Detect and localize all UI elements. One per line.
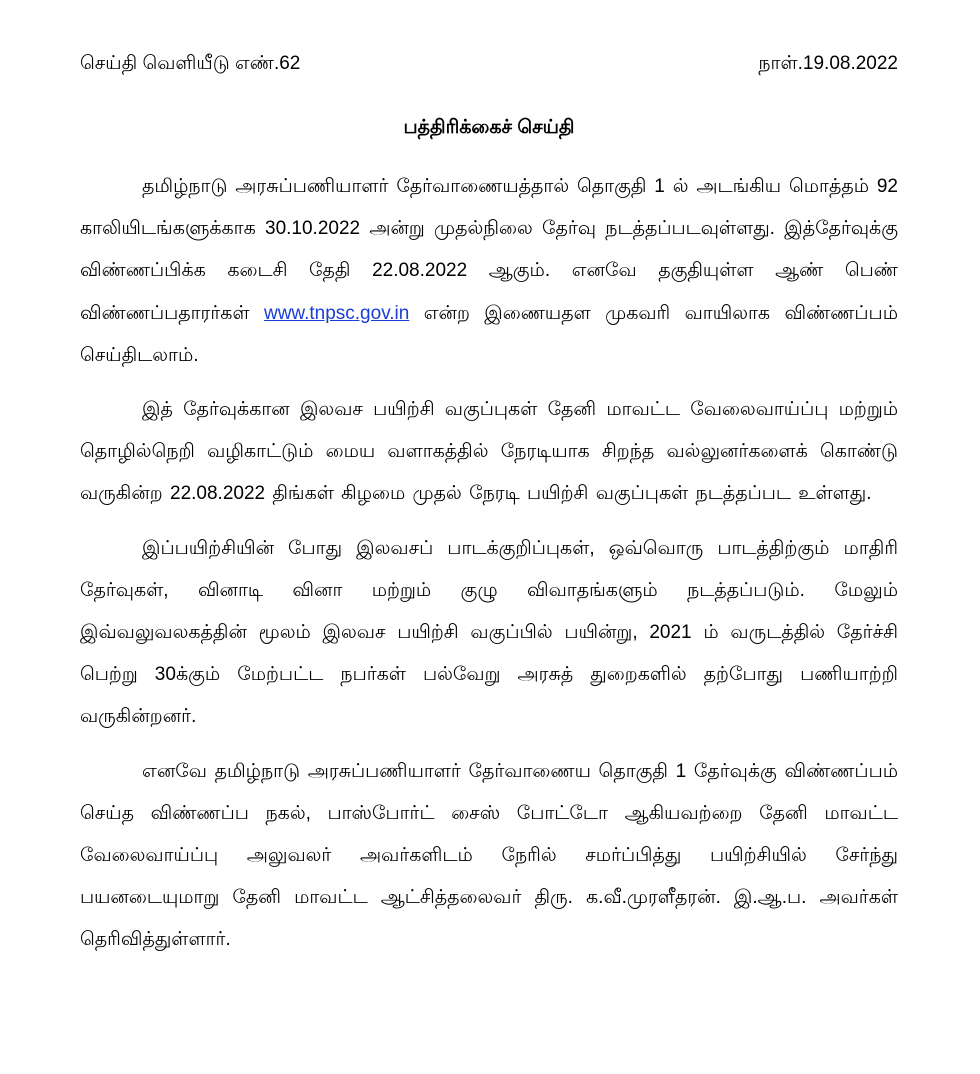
release-number: செய்தி வெளியீடு எண்.62 xyxy=(80,53,301,74)
tnpsc-website-link[interactable]: www.tnpsc.gov.in xyxy=(263,302,410,324)
paragraph-1-tail: என்ற இணையதள முகவரி வாயிலாக விண்ணப்பம் செய்திடலாம். xyxy=(80,302,898,366)
paragraph-2: இத் தேர்வுக்கான இலவச பயிற்சி வகுப்புகள் தேனி மாவட்ட வேலைவாய்ப்பு மற்றும் தொழில்நெறி வழிகாட்டும் மைய வளாகத்தில் நேரடியாக சிறந்த வல்லுனர்களைக் கொண்டு வருகின்ற 22.08.2022 திங்கள் கிழமை முதல் நேரடி பயிற்சி வகுப்புகள் நடத்தப்பட உள்ளது. xyxy=(80,399,898,505)
document-title: பத்திரிக்கைச் செய்தி xyxy=(403,117,575,138)
release-date: நாள்.19.08.2022 xyxy=(758,53,898,74)
document-header xyxy=(80,50,898,78)
paragraph-4: எனவே தமிழ்நாடு அரசுப்பணியாளர் தேர்வாணைய தொகுதி 1 தேர்வுக்கு விண்ணப்பம் செய்த விண்ணப்ப நகல், பாஸ்போர்ட் சைஸ் போட்டோ ஆகியவற்றை தேனி மாவட்ட வேலைவாய்ப்பு அலுவலர் அவர்களிடம் நேரில் சமர்ப்பித்து பயிற்சியில் சேர்ந்து பயனடையுமாறு தேனி மாவட்ட ஆட்சித்தலைவர் திரு. க.வீ.முரளீதரன். இ.ஆ.ப. அவர்கள் தெரிவித்துள்ளார். xyxy=(80,760,898,951)
press-release-page xyxy=(80,50,898,974)
paragraph-1-text: தமிழ்நாடு அரசுப்பணியாளர் தேர்வாணையத்தால் தொகுதி 1 ல் அடங்கிய மொத்தம் 92 காலியிடங்களுக்காக 30.10.2022 அன்று முதல்நிலை தேர்வு நடத்தப்படவுள்ளது. இத்தேர்வுக்கு விண்ணப்பிக்க கடைசி தேதி 22.08.2022 ஆகும். எனவே தகுதியுள்ள ஆண் பெண் விண்ணப்பதாரர்கள் xyxy=(80,176,898,324)
paragraph-3: இப்பயிற்சியின் போது இலவசப் பாடக்குறிப்புகள், ஒவ்வொரு பாடத்திற்கும் மாதிரி தேர்வுகள், வினாடி வினா மற்றும் குழு விவாதங்களும் நடத்தப்படும். மேலும் இவ்வலுவலகத்தின் மூலம் இலவச பயிற்சி வகுப்பில் பயின்று, 2021 ம் வருடத்தில் தேர்ச்சி பெற்று 30க்கும் மேற்பட்ட நபர்கள் பல்வேறு அரசுத் துறைகளில் தற்போது பணியாற்றி வருகின்றனர். xyxy=(80,537,898,728)
paragraph-1 xyxy=(80,166,898,377)
